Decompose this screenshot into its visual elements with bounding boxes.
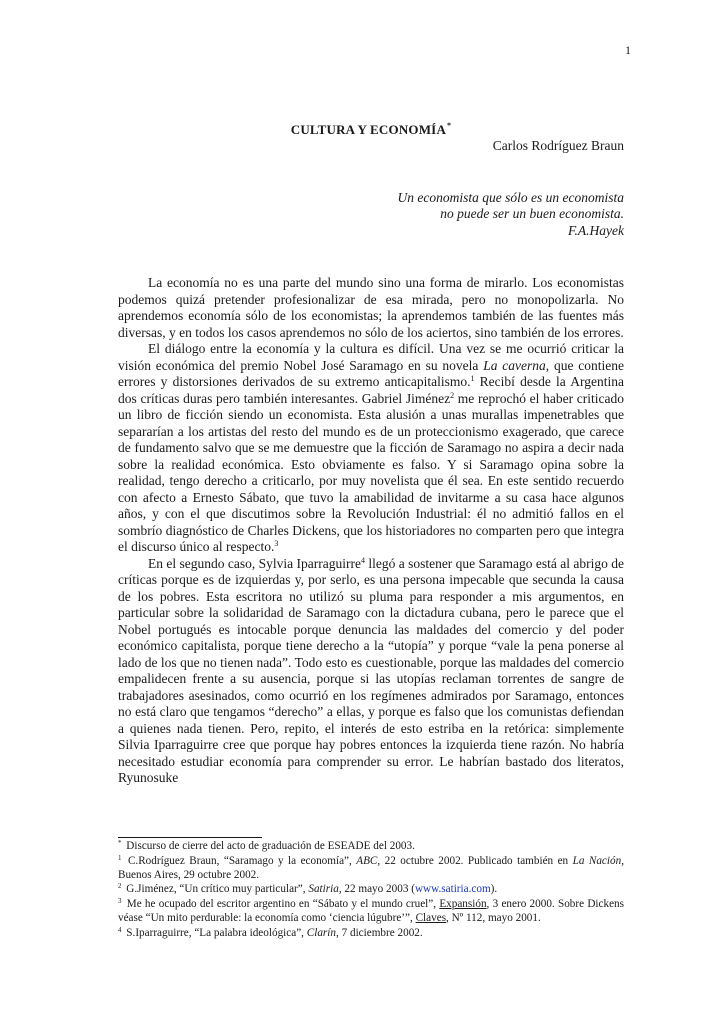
footnote-1-text-b: , 22 octubre 2002. Publicado también en <box>377 854 573 867</box>
satiria-link[interactable]: www.satiria.com <box>414 883 491 896</box>
book-title-la-caverna: La caverna <box>483 357 546 373</box>
footnote-star-text: Discurso de cierre del acto de graduación de ESEADE del 2003. <box>123 840 415 852</box>
epigraph <box>118 190 624 239</box>
epigraph-line-2: no puede ser un buen economista. <box>440 206 624 222</box>
footnote-2-text-c: ). <box>490 883 498 896</box>
footnote-3-text-c: , Nº 112, mayo 2001. <box>446 911 541 924</box>
source-expansion: Expansión <box>439 898 487 911</box>
paragraph-3-text-b: llegó a sostener que Saramago está al abrigo de críticas porque es de izquierdas y, por serlo, es una persona impecable que secunda la causa de los pobres. Esta escritora no utilizó su pluma para responder a mis argumentos, en particular sobre la solidaridad de Saramago con la dictadura cubana, pero le parece que el Nobel portugués es intocable porque denuncia las maldades del comercio y del poder económico capitalista, porque tiene derecho a la “utopía” y porque “vale la pena ponerse al lado de los que no tienen nada”. Todo esto es cuestionable, porque las maldades del comercio empalidecen frente a su ausencia, porque si las utopías reclaman torrentes de sangre de trabajadores asesinados, como ocurrió en los regímenes admirados por Saramago, entonces no está claro que tengamos “derecho” a ellas, y porque es falso que los comunistas defiendan a quienes nada tienen. Pero, repito, el interés de esto estriba en la retórica: simplemente Silvia Iparraguirre cree que porque hay pobres entonces la izquierda tiene razón. No habría necesitado estudiar economía para comprender su error. Le habrían bastado dos literatos, Ryunosuke <box>118 555 625 785</box>
footnote-4-mark: 4 <box>118 925 122 934</box>
footnote-2-text-b: , 22 mayo 2003 ( <box>338 883 415 896</box>
epigraph-line-1: Un economista que sólo es un economista <box>397 190 624 205</box>
footnote-2-text-a: G.Jiménez, “Un crítico muy particular”, <box>123 883 309 896</box>
footnote-star-mark: * <box>118 839 122 847</box>
source-abc: ABC <box>356 854 378 867</box>
footnote-ref-4[interactable]: 4 <box>360 555 365 565</box>
source-claves: Claves <box>415 911 447 924</box>
article-title <box>118 121 624 138</box>
paragraph-2-text-c: Recibí desde la Argentina dos críticas duras pero también interesantes. Gabriel Jiménez <box>118 374 624 406</box>
footnote-star <box>118 840 624 854</box>
footnote-4-text-b: , 7 diciembre 2002. <box>336 926 423 939</box>
footnote-2 <box>118 883 624 897</box>
paragraph-1: La economía no es una parte del mundo sino una forma de mirarlo. Los economistas podemos quizá pretender profesionalizar de esa mirada, pero no monopolizarla. No aprendemos economía sólo de los economistas; la aprendemos también de las fuentes más diversas, y en todos los casos aprendemos no sólo de los aciertos, sino también de los errores. <box>118 275 624 340</box>
footnote-4 <box>118 927 624 941</box>
title-text: CULTURA Y ECONOMÍA <box>290 122 447 137</box>
title-block <box>118 121 624 154</box>
paragraph-3-text-a: En el segundo caso, Sylvia Iparraguirre <box>148 555 361 571</box>
paragraph-2-text-b: , que contiene errores y distorsiones derivados de su extremo anticapitalismo. <box>118 357 624 389</box>
paragraph-2 <box>118 341 624 556</box>
footnote-3-text-b: , 3 enero 2000. Sobre Dickens véase “Un mito perdurable: la economía como ‘ciencia lúgubre’”, <box>118 898 624 924</box>
footnote-1-text-a: C.Rodríguez Braun, “Saramago y la economía”, <box>123 854 357 867</box>
author-name: Carlos Rodríguez Braun <box>492 138 624 153</box>
footnote-1-text-c: , Buenos Aires, 29 octubre 2002. <box>118 854 624 881</box>
footnote-ref-3[interactable]: 3 <box>274 539 279 548</box>
footnote-1 <box>118 855 624 883</box>
footnote-separator <box>118 837 262 838</box>
paragraph-2-text-d: me reprochó el haber criticado un libro de ficción siendo un economista. Esta alusión a unas murallas impenetrables que separarían a los artistas del resto del mundo es de un proteccionismo exagerado, que carece de fundamento salvo que se me demuestre que la ficción de Saramago no aspira a decir nada sobre la realidad económica. Esto obviamente es falso. Y si Saramago opina sobre la realidad, tengo derecho a criticarlo, por muy novelista que él sea. En este sentido recuerdo con afecto a Ernesto Sábato, que tuvo la amabilidad de invitarme a su casa hace algunos años, y con el que discutimos sobre la Revolución Industrial: él no admitió fallos en el sombrío diagnóstico de Charles Dickens, que los historiadores no comparten pero que integra el discurso único al respecto. <box>118 390 624 554</box>
paragraph-3 <box>118 556 624 787</box>
footnote-3-text-a: Me he ocupado del escritor argentino en “Sábato y el mundo cruel”, <box>123 898 440 911</box>
paragraph-2-text-a: El diálogo entre la economía y la cultura es difícil. Una vez se me ocurrió criticar la visión económica del premio Nobel José Saramago en su novela <box>118 341 624 373</box>
body-text <box>118 275 624 787</box>
footnote-4-text-a: S.Iparraguirre, “La palabra ideológica”, <box>123 926 307 939</box>
footnote-1-mark: 1 <box>118 853 122 862</box>
source-satiria: Satiria <box>308 883 339 896</box>
title-footnote-marker: * <box>447 121 452 130</box>
footnote-3-mark: 3 <box>118 897 122 906</box>
source-clarin: Clarín <box>306 926 336 939</box>
footnote-ref-2[interactable]: 2 <box>450 390 455 400</box>
footnote-ref-1[interactable]: 1 <box>470 374 475 383</box>
page-number: 1 <box>625 43 631 57</box>
footnote-3 <box>118 898 624 926</box>
footnote-2-mark: 2 <box>118 882 122 891</box>
source-la-nacion: La Nación <box>572 854 622 867</box>
epigraph-attribution: F.A.Hayek <box>568 222 624 238</box>
footnotes <box>118 840 624 942</box>
